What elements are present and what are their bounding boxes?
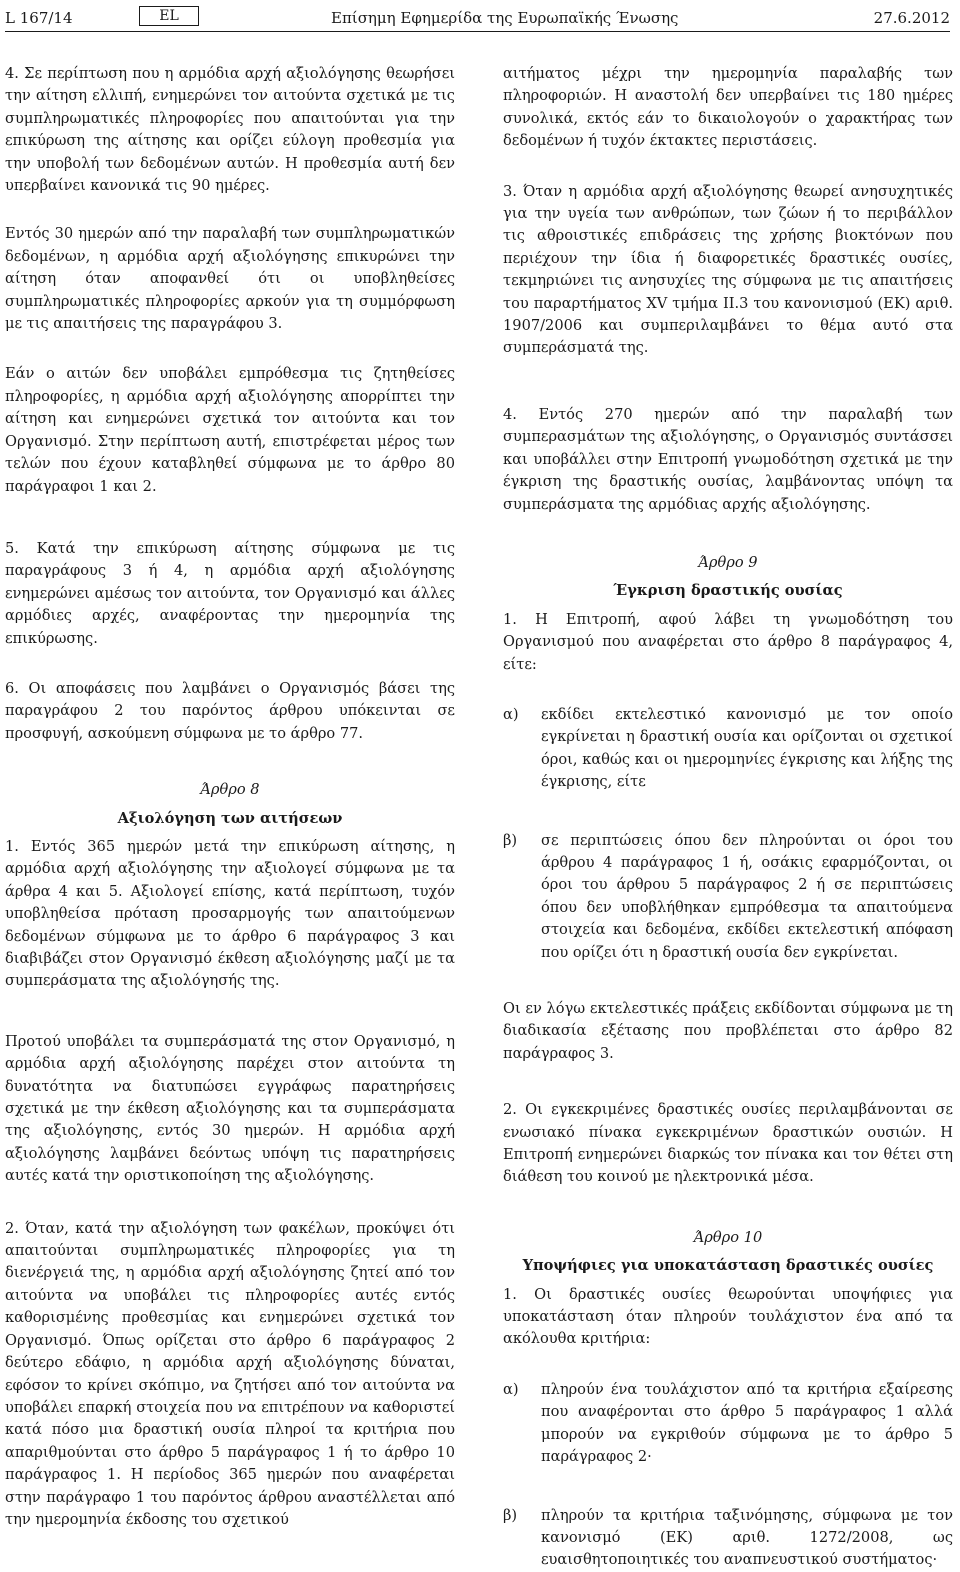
list-item-text: πληρούν τα κριτήρια ταξινόμησης, σύμφωνα με τον κανονισμό (ΕΚ) αριθ. 1272/2008, ως ευαισθητοποιητικές του αναπνευστικού συστήματος· <box>541 1506 953 1569</box>
article-title: Έγκριση δραστικής ουσίας <box>613 582 843 600</box>
paragraph: αιτήματος μέχρι την ημερομηνία παραλαβής των πληροφοριών. Η αναστολή δεν υπερβαίνει τις 180 ημέρες συνολικά, εκτός εάν το δικαιολογούν ο χαρακτήρας των δεδομένων ή τυχόν έκτακτες περιστάσεις. <box>503 65 953 150</box>
paragraph: 1. Η Επιτροπή, αφού λάβει τη γνωμοδότηση του Οργανισμού που αναφέρεται στο άρθρο 8 παράγραφος 4, είτε: <box>503 610 953 673</box>
right-column <box>503 63 953 1572</box>
list-item-label: α) <box>503 705 519 723</box>
paragraph: Προτού υποβάλει τα συμπεράσματά της στον Οργανισμό, η αρμόδια αρχή αξιολόγησης παρέχει στον αιτούντα τη δυνατότητα να διατυπώσει εγγράφως παρατηρήσεις σχετικά με την έκθεση αξιολόγησης και τα συμπεράσματα της αξιολόγησης, εντός 30 ημερών. Η αρμόδια αρχή αξιολόγησης λαμβάνει δεόντως υπόψη τις παρατηρήσεις αυτές κατά την οριστικοποίηση της αξιολόγησης. <box>5 1032 455 1185</box>
language-code-box: EL <box>139 6 199 26</box>
paragraph: 1. Οι δραστικές ουσίες θεωρούνται υποψήφιες για υποκατάσταση όταν πληρούν τουλάχιστον ένα από τα ακόλουθα κριτήρια: <box>503 1285 953 1348</box>
article-number: Άρθρο 8 <box>200 781 260 799</box>
paragraph: 1. Εντός 365 ημερών μετά την επικύρωση αίτησης, η αρμόδια αρχή αξιολόγησης την αξιολογεί σύμφωνα με τα άρθρα 4 και 5. Αξιολογεί επίσης, κατά περίπτωση, τυχόν υποβληθείσα πρόταση προσαρμογής των απαιτούμενων δεδομένων σύμφωνα με το άρθρο 6 παράγραφος 3 και διαβιβάζει στον Οργανισμό έκθεση αξιολόγησης μαζί με τα συμπεράσματα της αξιολόγησής της. <box>5 837 455 990</box>
paragraph: 2. Όταν, κατά την αξιολόγηση των φακέλων, προκύψει ότι απαιτούνται συμπληρωματικές πληροφορίες για τη διενέργειά της, η αρμόδια αρχή αξιολόγησης ζητεί από τον αιτούντα να υποβάλει τις πληροφορίες αυτές εντός καθορισμένης προθεσμίας και ενημερώνει σχετικά τον Οργανισμό. Όπως ορίζεται στο άρθρο 6 παράγραφος 2 δεύτερο εδάφιο, η αρμόδια αρχή αξιολόγησης δύναται, εφόσον το κρίνει σκόπιμο, να ζητήσει από τον αιτούντα να υποβάλει επαρκή στοιχεία που να επιτρέπουν να καθοριστεί κατά πόσο μια δραστική ουσία πληροί τα κριτήρια που απαριθμούνται στο άρθρο 5 παράγραφος 1 ή το άρθρο 10 παράγραφος 1. Η περίοδος 365 ημερών που αναφέρεται στην παράγραφο 1 του παρόντος άρθρου αναστέλλεται από την ημερομηνία έκδοσης του σχετικού <box>5 1219 455 1528</box>
list-item-text: σε περιπτώσεις όπου δεν πληρούνται οι όροι του άρθρου 4 παράγραφος 1 ή, οσάκις εφαρμόζονται, οι όροι του άρθρου 5 παράγραφος 2 ή σε περιπτώσεις όπου δεν υποβλήθηκαν εμπρόθεσμα τα απαιτούμενα στοιχεία και δεδομένα, εκδίδει εκτελεστική απόφαση που ορίζει ότι η δραστική ουσία δεν εγκρίνεται. <box>541 831 953 961</box>
article-number: Άρθρο 10 <box>693 1228 763 1246</box>
page-reference: L 167/14 <box>5 9 73 27</box>
list-item <box>503 830 953 964</box>
header-rule <box>5 31 950 32</box>
article-title: Υποψήφιες για υποκατάσταση δραστικές ουσίες <box>522 1257 934 1275</box>
paragraph: 6. Οι αποφάσεις που λαμβάνει ο Οργανισμός βάσει της παραγράφου 2 του παρόντος άρθρου υπόκεινται σε προσφυγή, ασκούμενη σύμφωνα με το άρθρο 77. <box>5 679 455 742</box>
journal-title: Επίσημη Εφημερίδα της Ευρωπαϊκής Ένωσης <box>331 9 679 27</box>
paragraph: 4. Σε περίπτωση που η αρμόδια αρχή αξιολόγησης θεωρήσει την αίτηση ελλιπή, ενημερώνει τον αιτούντα σχετικά με τις συμπληρωματικές πληροφορίες που απαιτούνται για την επικύρωση της αίτησης και ορίζει εύλογη προθεσμία για την υποβολή των δεδομένων αυτών. Η προθεσμία αυτή δεν υπερβαίνει κανονικά τις 90 ημέρες. <box>5 65 455 195</box>
paragraph: 5. Κατά την επικύρωση αίτησης σύμφωνα με τις παραγράφους 3 ή 4, η αρμόδια αρχή αξιολόγησης ενημερώνει αμέσως τον αιτούντα, τον Οργανισμό και άλλες αρμόδιες αρχές, αναφέροντας την ημερομηνία της επικύρωσης. <box>5 539 455 647</box>
article-number: Άρθρο 9 <box>698 553 758 571</box>
list-item <box>503 1379 953 1469</box>
list-item <box>503 704 953 794</box>
paragraph: 2. Οι εγκεκριμένες δραστικές ουσίες περιλαμβάνονται σε ενωσιακό πίνακα εγκεκριμένων δραστικών ουσιών. Η Επιτροπή ενημερώνει διαρκώς τον πίνακα και τον θέτει στη διάθεση του κοινού με ηλεκτρονικά μέσα. <box>503 1101 953 1186</box>
publication-date: 27.6.2012 <box>873 9 950 27</box>
page-header <box>5 6 950 30</box>
left-column <box>5 63 455 1531</box>
paragraph: Εάν ο αιτών δεν υποβάλει εμπρόθεσμα τις ζητηθείσες πληροφορίες, η αρμόδια αρχή αξιολόγησης απορρίπτει την αίτηση και ενημερώνει σχετικά τον αιτούντα και τον Οργανισμό. Στην περίπτωση αυτή, επιστρέφεται μέρος των τελών που έχουν καταβληθεί σύμφωνα με το άρθρο 80 παράγραφοι 1 και 2. <box>5 365 455 495</box>
article-title: Αξιολόγηση των αιτήσεων <box>117 809 343 827</box>
list-item-label: β) <box>503 831 518 849</box>
paragraph: 4. Εντός 270 ημερών από την παραλαβή των συμπερασμάτων της αξιολόγησης, ο Οργανισμός συντάσσει και υποβάλλει στην Επιτροπή γνωμοδότηση σχετικά με την έγκριση της δραστικής ουσίας, λαμβάνοντας υπόψη τα συμπεράσματα της αρμόδιας αρχής αξιολόγησης. <box>503 405 953 513</box>
list-item-label: α) <box>503 1380 519 1398</box>
list-item-label: β) <box>503 1506 518 1524</box>
paragraph: Εντός 30 ημερών από την παραλαβή των συμπληρωματικών δεδομένων, η αρμόδια αρχή αξιολόγησης επικυρώνει την αίτηση όταν αποφανθεί ότι οι υποβληθείσες συμπληρωματικές πληροφορίες αρκούν για τη συμμόρφωση με τις απαιτήσεις της παραγράφου 3. <box>5 225 455 333</box>
paragraph: Οι εν λόγω εκτελεστικές πράξεις εκδίδονται σύμφωνα με τη διαδικασία εξέτασης που προβλέπεται στο άρθρο 82 παράγραφος 3. <box>503 1000 953 1062</box>
list-item <box>503 1505 953 1572</box>
list-item-text: εκδίδει εκτελεστικό κανονισμό με τον οποίο εγκρίνεται η δραστική ουσία και ορίζονται οι σχετικοί όροι, καθώς και οι ημερομηνίες έγκρισης και λήξης της έγκρισης, είτε <box>541 705 953 791</box>
paragraph: 3. Όταν η αρμόδια αρχή αξιολόγησης θεωρεί ανησυχητικές για την υγεία των ανθρώπων, των ζώων ή το περιβάλλον τις αθροιστικές επιδράσεις της χρήσης βιοκτόνων που περιέχουν την ίδια ή διαφορετικές δραστικές ουσίες, τεκμηριώνει τις ανησυχίες της σύμφωνα με τις απαιτήσεις του παραρτήματος XV τμήμα II.3 του κανονισμού (ΕΚ) αριθ. 1907/2006 και συμπεριλαμβάνει το θέμα αυτό στα συμπεράσματά της. <box>503 182 953 357</box>
list-item-text: πληρούν ένα τουλάχιστον από τα κριτήρια εξαίρεσης που αναφέρονται στο άρθρο 5 παράγραφος 1 αλλά μπορούν να εγκριθούν σύμφωνα με το άρθρο 5 παράγραφος 2· <box>541 1380 953 1466</box>
